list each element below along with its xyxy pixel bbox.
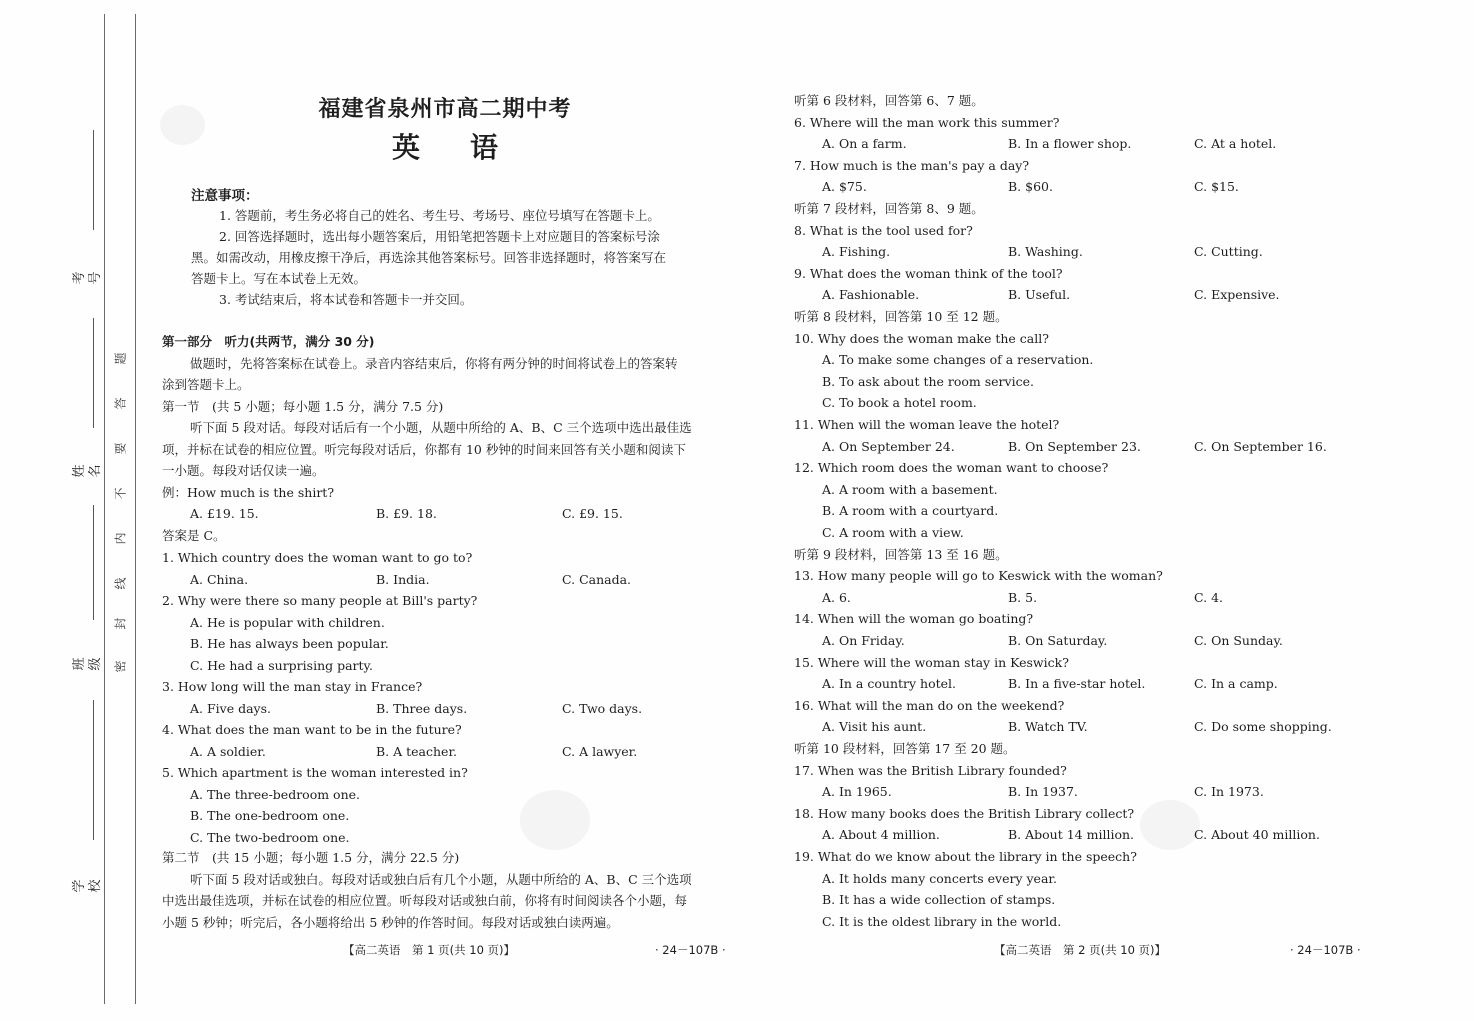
scan-stain bbox=[520, 790, 590, 850]
field-exam-number: 考号 bbox=[72, 271, 103, 285]
question-stem: 18. How many books does the British Library collect? bbox=[794, 805, 1135, 821]
material-heading: 听第 8 段材料，回答第 10 至 12 题。 bbox=[794, 309, 1008, 324]
answer-option: C. Expensive. bbox=[1194, 287, 1280, 303]
question-stem: 1. Which country does the woman want to go to? bbox=[162, 550, 473, 565]
answer-option: B. On Saturday. bbox=[1008, 633, 1108, 648]
answer-option: B. To ask about the room service. bbox=[822, 373, 1034, 389]
question-stem: 13. How many people will go to Keswick with the woman? bbox=[794, 568, 1163, 584]
answer-option: C. $15. bbox=[1194, 179, 1239, 195]
material-heading: 听第 6 段材料，回答第 6、7 题。 bbox=[794, 93, 984, 108]
answer-option: B. A room with a courtyard. bbox=[822, 503, 999, 519]
answer-option: B. On September 23. bbox=[1008, 438, 1141, 454]
material-heading: 听第 10 段材料，回答第 17 至 20 题。 bbox=[794, 741, 1016, 756]
answer-option: C. Cutting. bbox=[1194, 244, 1263, 260]
answer-option: B. He has always been popular. bbox=[190, 636, 389, 651]
answer-option: C. A lawyer. bbox=[562, 743, 638, 759]
section1-intro: 听下面 5 段对话。每段对话后有一个小题，从题中所给的 A、B、C 三个选项中选出最佳选 bbox=[190, 420, 692, 435]
answer-option: B. $60. bbox=[1008, 179, 1053, 195]
answer-option: C. On Sunday. bbox=[1194, 633, 1283, 648]
notice-heading: 注意事项： bbox=[191, 188, 259, 204]
answer-option: B. Three days. bbox=[376, 700, 468, 716]
question-stem: 19. What do we know about the library in the speech? bbox=[794, 849, 1137, 864]
answer-option: C. The two-bedroom one. bbox=[190, 829, 350, 845]
question-stem: 2. Why were there so many people at Bill's party? bbox=[162, 593, 478, 608]
page-code-right: · 24－107B · bbox=[1290, 943, 1361, 957]
seal-char: 题 bbox=[113, 352, 128, 365]
section2-heading: 第二节 (共 15 小题；每小题 1.5 分，满分 22.5 分) bbox=[162, 850, 460, 865]
notice-line: 黑。如需改动，用橡皮擦干净后，再选涂其他答案标号。回答非选择题时，将答案写在 bbox=[191, 250, 667, 265]
answer-option: A. A room with a basement. bbox=[822, 481, 998, 497]
answer-option: C. Do some shopping. bbox=[1194, 719, 1332, 735]
material-heading: 听第 9 段材料，回答第 13 至 16 题。 bbox=[794, 546, 1008, 562]
question-stem: 12. Which room does the woman want to choose? bbox=[794, 460, 1109, 476]
exam-title: 福建省泉州市高二期中考 bbox=[318, 97, 572, 122]
example-option: B. £9. 18. bbox=[376, 506, 437, 521]
example-answer: 答案是 C。 bbox=[162, 528, 226, 543]
part1-intro: 做题时，先将答案标在试卷上。录音内容结束后，你将有两分钟的时间将试卷上的答案转 bbox=[190, 356, 678, 371]
question-stem: 9. What does the woman think of the tool? bbox=[794, 265, 1063, 281]
seal-char: 密 bbox=[113, 660, 128, 673]
answer-option: A. To make some changes of a reservation. bbox=[822, 352, 1094, 368]
answer-option: C. In 1973. bbox=[1194, 784, 1264, 800]
notice-line: 3. 考试结束后，将本试卷和答题卡一并交回。 bbox=[219, 292, 473, 307]
section2-intro: 小题 5 秒钟；听完后，各小题将给出 5 秒钟的作答时间。每段对话或独白读两遍。 bbox=[162, 915, 619, 930]
answer-option: A. Visit his aunt. bbox=[822, 719, 927, 735]
answer-option: C. On September 16. bbox=[1194, 438, 1327, 454]
field-name: 姓名 bbox=[72, 464, 103, 478]
example-question: 例：How much is the shirt? bbox=[162, 485, 335, 500]
answer-option: B. The one-bedroom one. bbox=[190, 808, 350, 823]
section1-intro: 一小题。每段对话仅读一遍。 bbox=[162, 463, 325, 478]
binding-line-inner bbox=[135, 14, 136, 1004]
binding-line-outer bbox=[104, 14, 105, 1004]
page-footer-left: 【高二英语 第 1 页(共 10 页)】 bbox=[343, 943, 516, 957]
answer-option: B. India. bbox=[376, 571, 430, 587]
answer-option: A. In a country hotel. bbox=[822, 676, 956, 692]
answer-option: A. In 1965. bbox=[822, 784, 892, 800]
seal-char: 要 bbox=[113, 442, 128, 455]
question-stem: 3. How long will the man stay in France? bbox=[162, 679, 423, 694]
question-stem: 5. Which apartment is the woman interested in? bbox=[162, 765, 468, 780]
answer-option: C. A room with a view. bbox=[822, 525, 964, 540]
answer-option: A. 6. bbox=[822, 589, 851, 605]
answer-option: B. In 1937. bbox=[1008, 784, 1078, 800]
answer-option: C. At a hotel. bbox=[1194, 136, 1277, 152]
notice-line: 答题卡上。写在本试卷上无效。 bbox=[191, 271, 367, 286]
answer-option: A. On a farm. bbox=[822, 136, 907, 152]
answer-option: C. It is the oldest library in the world. bbox=[822, 913, 1062, 929]
answer-option: B. Watch TV. bbox=[1008, 719, 1088, 735]
question-stem: 14. When will the woman go boating? bbox=[794, 611, 1034, 627]
answer-option: A. Fishing. bbox=[822, 244, 891, 260]
scan-stain bbox=[1140, 800, 1200, 850]
section1-intro: 项，并标在试卷的相应位置。听完每段对话后，你都有 10 秒钟的时间来回答有关小题和阅读下 bbox=[162, 442, 686, 457]
answer-option: B. In a flower shop. bbox=[1008, 136, 1132, 152]
question-stem: 15. Where will the woman stay in Keswick? bbox=[794, 654, 1069, 670]
answer-option: A. $75. bbox=[822, 179, 867, 195]
question-stem: 16. What will the man do on the weekend? bbox=[794, 697, 1065, 713]
notice-line: 2. 回答选择题时，选出每小题答案后，用铅笔把答题卡上对应题目的答案标号涂 bbox=[219, 229, 660, 244]
material-heading: 听第 7 段材料，回答第 8、9 题。 bbox=[794, 201, 984, 216]
seal-char: 内 bbox=[113, 532, 128, 545]
answer-option: A. A soldier. bbox=[190, 743, 266, 759]
question-stem: 11. When will the woman leave the hotel? bbox=[794, 417, 1060, 432]
answer-option: C. Canada. bbox=[562, 571, 632, 587]
answer-option: A. On Friday. bbox=[822, 633, 905, 648]
seal-char: 不 bbox=[113, 487, 128, 500]
answer-option: A. About 4 million. bbox=[822, 827, 940, 843]
question-stem: 10. Why does the woman make the call? bbox=[794, 330, 1049, 346]
answer-option: B. Washing. bbox=[1008, 244, 1083, 260]
answer-option: C. Two days. bbox=[562, 700, 643, 716]
question-stem: 7. How much is the man's pay a day? bbox=[794, 157, 1030, 173]
answer-option: B. It has a wide collection of stamps. bbox=[822, 892, 1056, 908]
field-school-blank bbox=[93, 700, 94, 840]
answer-option: A. He is popular with children. bbox=[190, 614, 385, 630]
field-school: 学校 bbox=[72, 879, 103, 893]
answer-option: C. In a camp. bbox=[1194, 676, 1278, 692]
answer-option: B. Useful. bbox=[1008, 287, 1071, 303]
part1-heading: 第一部分 听力(共两节，满分 30 分) bbox=[162, 334, 375, 349]
answer-option: A. Fashionable. bbox=[822, 287, 920, 303]
answer-option: A. China. bbox=[190, 571, 249, 587]
field-class: 班级 bbox=[72, 657, 103, 671]
answer-option: B. About 14 million. bbox=[1008, 827, 1135, 843]
notice-line: 1. 答题前，考生务必将自己的姓名、考生号、考场号、座位号填写在答题卡上。 bbox=[219, 208, 660, 223]
answer-option: B. In a five-star hotel. bbox=[1008, 676, 1146, 692]
question-stem: 8. What is the tool used for? bbox=[794, 222, 973, 238]
field-exam-number-blank bbox=[93, 130, 94, 230]
subject-title: 英语 bbox=[391, 131, 548, 164]
answer-option: A. It holds many concerts every year. bbox=[822, 870, 1057, 886]
page-code-left: · 24－107B · bbox=[655, 943, 726, 957]
answer-option: A. The three-bedroom one. bbox=[190, 786, 361, 802]
answer-option: A. On September 24. bbox=[822, 438, 955, 454]
answer-option: C. To book a hotel room. bbox=[822, 395, 977, 411]
field-class-blank bbox=[93, 505, 94, 620]
answer-option: B. A teacher. bbox=[376, 743, 458, 759]
answer-option: C. About 40 million. bbox=[1194, 827, 1320, 843]
example-option: C. £9. 15. bbox=[562, 506, 623, 521]
scan-stain bbox=[160, 105, 205, 145]
answer-option: A. Five days. bbox=[190, 700, 271, 716]
seal-char: 答 bbox=[113, 397, 128, 410]
seal-char: 封 bbox=[113, 617, 128, 630]
section1-heading: 第一节 (共 5 小题；每小题 1.5 分，满分 7.5 分) bbox=[162, 399, 444, 414]
answer-option: C. 4. bbox=[1194, 589, 1223, 605]
question-stem: 17. When was the British Library founded? bbox=[794, 762, 1067, 778]
section2-intro: 听下面 5 段对话或独白。每段对话或独白后有几个小题，从题中所给的 A、B、C 三个选项 bbox=[190, 872, 692, 887]
field-name-blank bbox=[93, 318, 94, 428]
part1-intro: 涂到答题卡上。 bbox=[162, 377, 250, 392]
question-stem: 4. What does the man want to be in the future? bbox=[162, 722, 462, 737]
page-footer-right: 【高二英语 第 2 页(共 10 页)】 bbox=[994, 943, 1167, 957]
section2-intro: 中选出最佳选项，并标在试卷的相应位置。听每段对话或独白前，你将有时间阅读各个小题，每 bbox=[162, 893, 688, 908]
question-stem: 6. Where will the man work this summer? bbox=[794, 114, 1060, 130]
example-option: A. £19. 15. bbox=[190, 506, 259, 521]
seal-char: 线 bbox=[113, 577, 128, 590]
answer-option: C. He had a surprising party. bbox=[190, 657, 373, 673]
answer-option: B. 5. bbox=[1008, 589, 1038, 605]
